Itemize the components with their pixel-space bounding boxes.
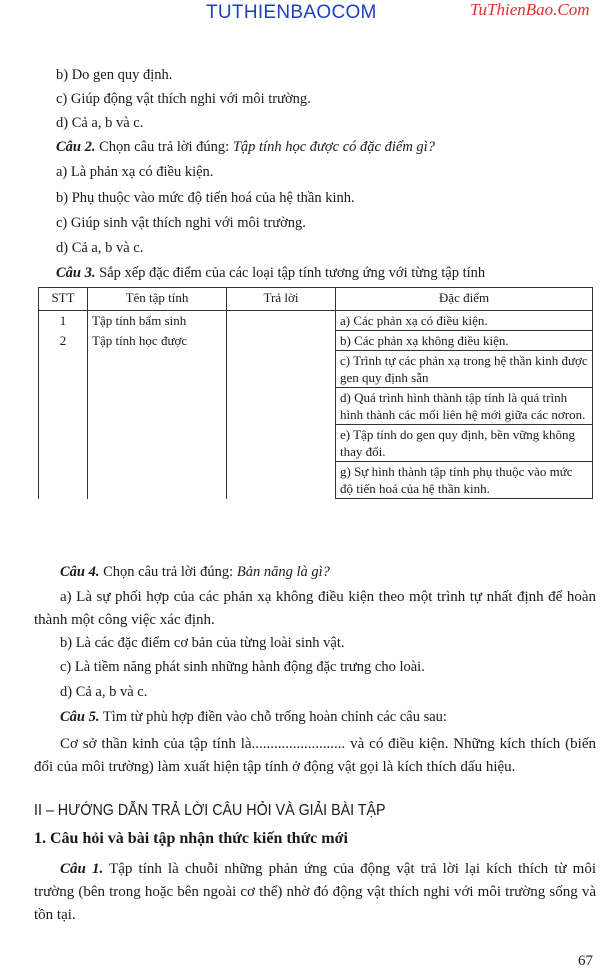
- question-text: Chọn câu trả lời đúng:: [95, 139, 233, 155]
- option-line: d) Cả a, b và c.: [56, 240, 144, 256]
- question-prompt: Tập tính học được có đặc điểm gì?: [232, 139, 435, 155]
- answer-label: Câu 1.: [60, 861, 104, 877]
- question-label: Câu 5.: [60, 709, 100, 725]
- question-text: Sắp xếp đặc điểm của các loại tập tính tương ứng với từng tập tính: [95, 265, 486, 281]
- question-label: Câu 4.: [60, 564, 100, 580]
- option-line: b) Do gen quy định.: [56, 67, 173, 83]
- table-header: Tên tập tính: [88, 288, 227, 311]
- table-header: Đặc điểm: [336, 288, 593, 311]
- table-header-row: [39, 288, 593, 311]
- question-label: Câu 3.: [56, 265, 96, 281]
- option-line: d) Cả a, b và c.: [60, 684, 148, 700]
- option-line: d) Cả a, b và c.: [56, 115, 144, 131]
- table-cell-name: Tập tính bẩm sinh: [88, 311, 227, 331]
- option-line: c) Là tiềm năng phát sinh những hành động đặc trưng cho loài.: [60, 659, 425, 675]
- table-cell-feature: b) Các phản xạ không điều kiện.: [336, 331, 593, 351]
- subsection-heading: 1. Câu hỏi và bài tập nhận thức kiến thức mới: [34, 830, 348, 847]
- site-watermark-right: TuThienBao.Com: [470, 0, 590, 19]
- option-paragraph: a) Là sự phối hợp của các phản xạ không điều kiện theo một trình tự nhất định để hoàn thành một công việc xác định.: [34, 589, 596, 628]
- table-cell-stt: 2: [39, 331, 88, 499]
- option-line: b) Là các đặc điểm cơ bản của từng loài sinh vật.: [60, 635, 345, 651]
- answer-1: [34, 858, 596, 927]
- option-line: c) Giúp sinh vật thích nghi với môi trường.: [56, 215, 306, 231]
- question-4: [60, 563, 330, 581]
- table-cell-stt: 1: [39, 311, 88, 331]
- section-heading: II – HƯỚNG DẪN TRẢ LỜI CÂU HỎI VÀ GIẢI BÀI TẬP: [34, 802, 386, 819]
- table-row: [39, 311, 593, 331]
- site-watermark-left: TUTHIENBAOCOM: [206, 2, 377, 23]
- behavior-table: [38, 287, 593, 499]
- table-header: Trả lời: [227, 288, 336, 311]
- table-cell-feature: c) Trình tự các phản xạ trong hệ thần kinh được gen quy định sẵn: [336, 351, 593, 388]
- table-cell-feature: a) Các phản xạ có điều kiện.: [336, 311, 593, 331]
- table-cell-feature: g) Sự hình thành tập tính phụ thuộc vào mức độ tiến hoá của hệ thần kinh.: [336, 462, 593, 499]
- question-prompt: Bản năng là gì?: [236, 564, 330, 580]
- question-3: [56, 264, 485, 282]
- question-text: Chọn câu trả lời đúng:: [99, 564, 237, 580]
- fill-in-paragraph: Cơ sở thần kinh của tập tính là......................... và có điều kiện. Những kích thích (biến đổi của môi trường) làm xuất hiện tập tính ở động vật gọi là kích thích dấu hiệu.: [34, 736, 596, 775]
- table-cell-feature: e) Tập tính do gen quy định, bền vững không thay đổi.: [336, 425, 593, 462]
- table-cell-name: Tập tính học được: [88, 331, 227, 499]
- table-header: STT: [39, 288, 88, 311]
- table-row: [39, 331, 593, 351]
- question-label: Câu 2.: [56, 139, 96, 155]
- option-line: b) Phụ thuộc vào mức độ tiến hoá của hệ thần kinh.: [56, 190, 355, 206]
- question-2: [56, 138, 435, 156]
- table-cell-answer: [227, 311, 336, 331]
- table-cell-feature: d) Quá trình hình thành tập tính là quá trình hình thành các mối liên hệ mới giữa các nơron.: [336, 388, 593, 425]
- option-line: c) Giúp động vật thích nghi với môi trường.: [56, 91, 311, 107]
- page-number: 67: [578, 953, 593, 969]
- option-line: a) Là phản xạ có điều kiện.: [56, 164, 214, 180]
- question-text: Tìm từ phù hợp điền vào chỗ trống hoàn chỉnh các câu sau:: [99, 709, 447, 725]
- question-5: [60, 708, 447, 726]
- table-cell-answer: [227, 331, 336, 499]
- answer-text: Tập tính là chuỗi những phản ứng của động vật trả lời lại kích thích từ môi trường (bên trong hoặc bên ngoài cơ thể) nhờ đó động vật thích nghi với môi trường sống và tồn tại.: [34, 861, 596, 923]
